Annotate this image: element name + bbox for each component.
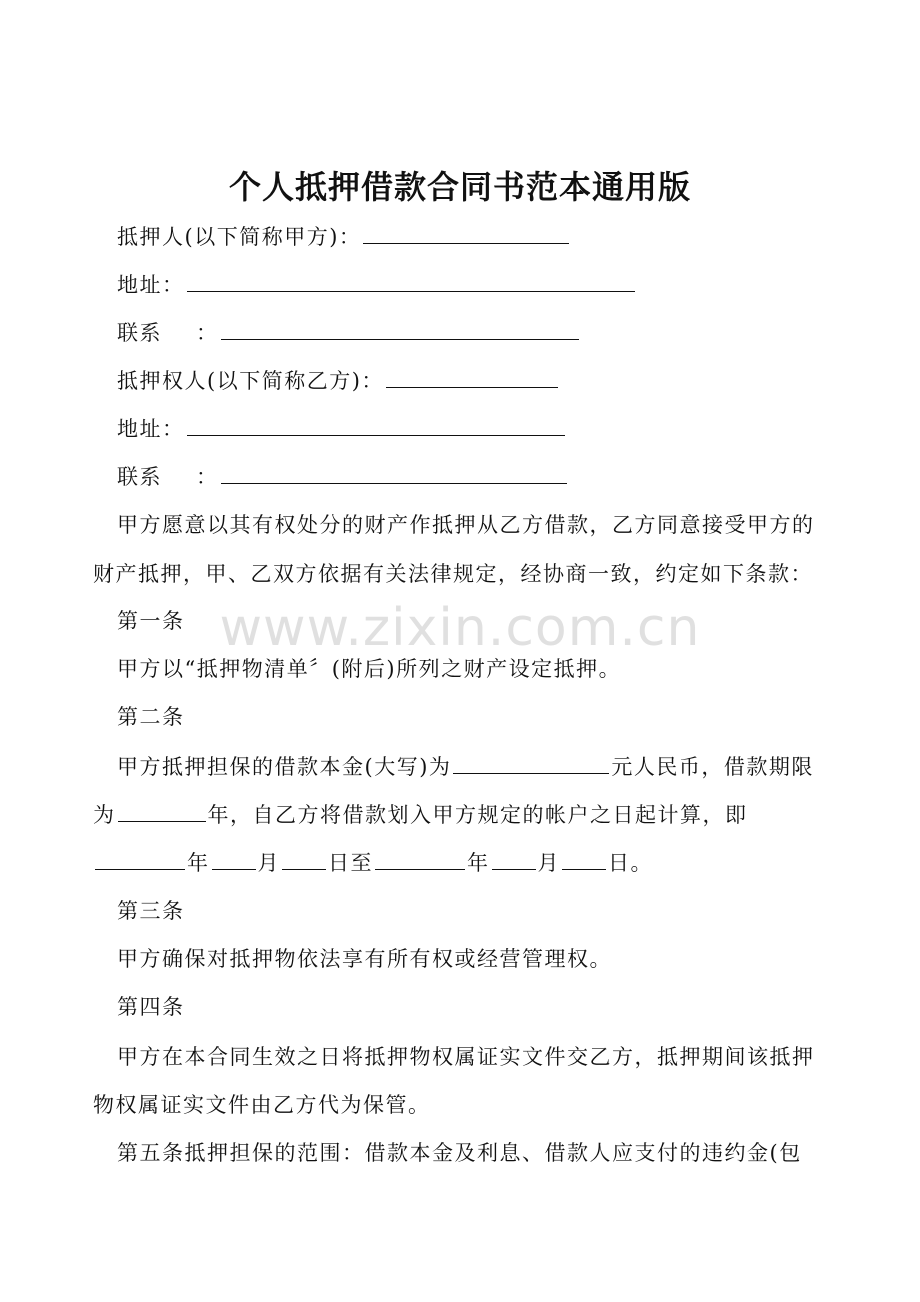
term-years-blank: [118, 801, 206, 822]
party-a-contact-line: [117, 318, 581, 348]
article-4-line-1: 甲方在本合同生效之日将抵押物权属证实文件交乙方，抵押期间该抵押: [117, 1045, 815, 1069]
party-b-line: [117, 366, 560, 396]
party-a-blank: [363, 223, 569, 244]
article-4-line-2: 物权属证实文件由乙方代为保管。: [93, 1093, 431, 1117]
address-label: 地址：: [117, 417, 185, 441]
party-a-address-blank: [187, 271, 635, 292]
article-2-text-a: 甲方抵押担保的借款本金(大写)为: [117, 755, 452, 779]
month-label: 月: [257, 851, 280, 875]
principal-blank: [453, 753, 609, 774]
page-title: 个人抵押借款合同书范本通用版: [228, 168, 691, 206]
watermark: www.zixin.com.cn: [219, 598, 701, 658]
start-month-blank: [212, 849, 256, 870]
year-label: 年: [187, 851, 210, 875]
month-label: 月: [537, 851, 560, 875]
party-a-line: [117, 222, 571, 252]
article-4-heading: 第四条: [117, 995, 185, 1019]
address-label: 地址：: [117, 273, 185, 297]
article-2-line-3: [93, 848, 653, 878]
article-2-text-d: 年，自乙方将借款划入甲方规定的帐户之日起计算，即: [207, 803, 748, 827]
contact-label: 联系: [117, 465, 162, 489]
intro-line-1: 甲方愿意以其有权处分的财产作抵押从乙方借款，乙方同意接受甲方的: [117, 513, 815, 537]
article-1-text: 甲方以“抵押物清单〞(附后)所列之财产设定抵押。: [117, 657, 622, 681]
party-b-address-blank: [187, 415, 565, 436]
party-b-contact-line: [117, 462, 569, 492]
article-2-line-2: [93, 800, 748, 830]
end-month-blank: [492, 849, 536, 870]
start-year-blank: [95, 849, 185, 870]
party-a-label: 抵押人(以下简称甲方)：: [117, 225, 362, 249]
intro-line-2: 财产抵押，甲、乙双方依据有关法律规定，经协商一致，约定如下条款：: [93, 562, 813, 586]
year-label: 年: [467, 851, 490, 875]
article-1-heading: 第一条: [117, 609, 185, 633]
end-day-blank: [562, 849, 606, 870]
contact-colon: ：: [196, 465, 219, 489]
start-day-blank: [282, 849, 326, 870]
article-2-line-1: [117, 752, 814, 782]
article-2-text-b: 元人民币，借款期限: [611, 755, 814, 779]
article-2-heading: 第二条: [117, 705, 185, 729]
party-b-label: 抵押权人(以下简称乙方)：: [117, 369, 384, 393]
party-a-address-line: [117, 270, 637, 300]
party-b-address-line: [117, 414, 567, 444]
day-to-label: 日至: [328, 851, 373, 875]
party-a-contact-blank: [221, 319, 579, 340]
contact-colon: ：: [196, 321, 219, 345]
day-end-label: 日。: [608, 851, 653, 875]
article-2-text-c: 为: [93, 803, 116, 827]
article-3-text: 甲方确保对抵押物依法享有所有权或经营管理权。: [117, 947, 612, 971]
end-year-blank: [375, 849, 465, 870]
contact-label: 联系: [117, 321, 162, 345]
article-3-heading: 第三条: [117, 899, 185, 923]
party-b-contact-blank: [221, 463, 567, 484]
party-b-blank: [386, 367, 558, 388]
article-5-line-1: 第五条抵押担保的范围：借款本金及利息、借款人应支付的违约金(包: [117, 1141, 802, 1165]
